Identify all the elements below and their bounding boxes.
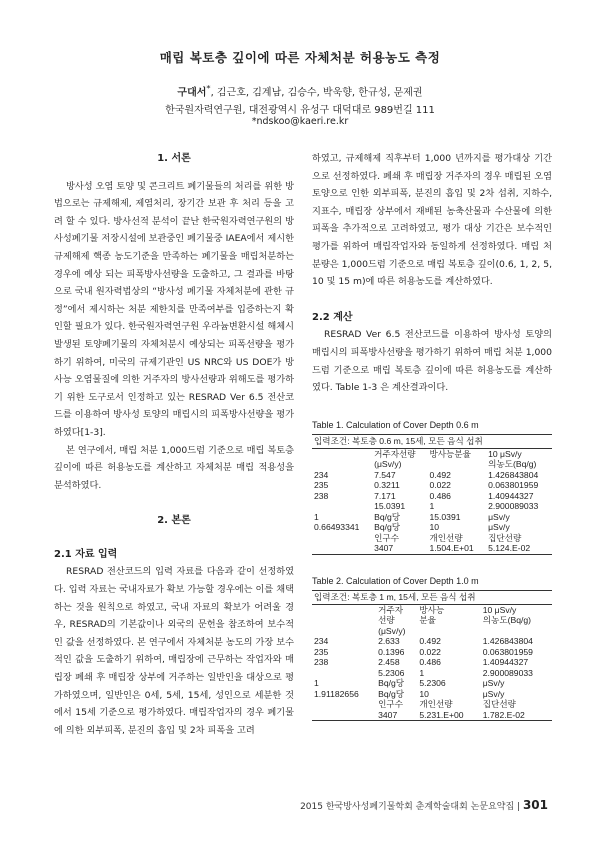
table-cell: 0.063801959 — [482, 646, 533, 657]
table-row — [312, 543, 552, 554]
table-row — [312, 522, 552, 533]
table-cell — [312, 533, 372, 544]
table-cell: 집단선량 — [488, 532, 522, 543]
table-2 — [312, 590, 552, 721]
table-cell: 235 — [314, 646, 329, 657]
table-cell: Bq/g당 — [374, 511, 401, 522]
table-row — [312, 491, 552, 502]
table-cell: 2.900089033 — [488, 501, 539, 512]
page-footer — [300, 798, 548, 812]
table-cell: μSv/y — [482, 688, 505, 699]
table-condition: 입력조건: 복토층 0.6 m, 15세, 모든 음식 섭취 — [312, 435, 552, 449]
table-cell: 집단선량 — [482, 699, 516, 710]
table-row — [312, 647, 552, 658]
table-cell: 235 — [314, 480, 329, 491]
table-cell: 1.426843804 — [488, 469, 539, 480]
subsection-heading-input: 2.1 자료 입력 — [54, 548, 118, 560]
table-cell: 2.458 — [378, 657, 400, 668]
table-cell: 15.0391 — [374, 501, 406, 512]
table-cell: Bq/g당 — [378, 678, 405, 689]
table-cell: 1 — [314, 511, 319, 522]
table-cell: 234 — [314, 636, 329, 647]
subsection-heading-calculation: 2.2 계산 — [312, 311, 353, 323]
footer-text: 2015 한국방사성폐기물학회 춘계학술대회 논문요약집 — [300, 802, 515, 812]
table-cell: 1.40944327 — [488, 490, 534, 501]
right-column — [312, 150, 552, 721]
table-cell: 0.1396 — [378, 646, 405, 657]
table-cell: 0.492 — [419, 636, 441, 647]
paper-title: 매립 복토층 깊이에 따른 자체처분 허용농도 측정 — [159, 50, 441, 65]
table-header-cell: 거주자 선량 (μSv/y) — [378, 604, 406, 636]
table-cell: 2.633 — [378, 636, 400, 647]
paragraph: 본 연구에서, 매립 처분 1,000드럼 기준으로 매립 복토층 깊이에 따른 허용농도를 계산하고 자체처분 매립 적용성을 분석하였다. — [54, 444, 294, 491]
page-number: 301 — [522, 798, 548, 812]
table-header-cell: 방사능분율 — [429, 448, 471, 459]
table-cell: 개인선량 — [429, 532, 463, 543]
table-cell: 7.547 — [374, 469, 396, 480]
table-row — [312, 470, 552, 481]
table-cell: 1 — [314, 678, 319, 689]
table-cell: μSv/y — [482, 678, 505, 689]
table-caption: Table 2. Calculation of Cover Depth 1.0 m — [312, 575, 479, 586]
paragraph: RESRAD 전산코드의 입력 자료를 다음과 같이 선정하였다. 입력 자료는 국내자료가 확보 가능할 경우에는 이를 채택하는 것을 원칙으로 하였고, 국내 자료의 확보가 어려울 경우, RESRAD의 기본값이나 외국의 문헌을 참조하여 보수적인 값을 선정하였다. 본 연구에서 자체처분 농도의 가장 보수적인 값을 도출하기 위하여, 매립장에 근무하는 작업자와 매립장 폐쇄 후 매립장 상부에 거주하는 일반인을 대상으로 평가하였으며, 일반인은 0세, 5세, 15세, 성인으로 세분한 것에서 15세 기준으로 평가하였다. 매립작업자의 경우 폐기물에 의한 외부피폭, 분진의 흡입 및 2차 피폭을 고려 — [54, 566, 294, 736]
table-cell: μSv/y — [488, 511, 510, 522]
table-row — [312, 501, 552, 512]
table-cell: 15.0391 — [429, 511, 461, 522]
table-row — [312, 678, 552, 689]
table-header-cell — [312, 604, 376, 636]
author-list — [0, 83, 600, 98]
table-row — [312, 480, 552, 491]
table-row — [312, 636, 552, 647]
table-row — [312, 657, 552, 668]
table-cell: 5.2306 — [378, 667, 405, 678]
table-cell: 7.171 — [374, 490, 396, 501]
table-cell: 10 — [429, 522, 440, 533]
table-cell — [312, 543, 372, 554]
table-cell — [312, 668, 376, 679]
table-cell: 1.40944327 — [482, 657, 529, 668]
table-cell: 3407 — [376, 710, 417, 721]
table-cell: 238 — [314, 490, 329, 501]
table-header-cell: 방사능 분율 — [419, 604, 445, 626]
table-cell: 5.231.E+00 — [417, 710, 480, 721]
paragraph: 방사성 오염 토양 및 콘크리트 폐기물들의 처리를 위한 방법으로는 규제해제, 제염처리, 장기간 보관 후 처리 등을 고려 할 수 있다. 방사선적 분석이 끝난 한국원자력연구원의 방사성폐기물 저장시설에 보관중인 폐기물중 IAEA에서 제시한 규제해제 핵종 농도기준을 만족하는 폐기물을 매립처분하는 경우에 예상 되는 피폭방사선량을 도출하고, 그 결과를 바탕으로 국내 원자력법상의 “방사성 폐기물 자체처분에 관한 규정”에서 제시하는 처분 제한치를 만족여부를 입증하는지 확인할 필요가 있다. 한국원자력연구원 우라늄변환시설 해체시 발생된 토양폐기물의 자체처분시 예상되는 피폭선량을 평가하기 위하여, 미국의 규제기관인 US NRC와 US DOE가 방사능 오염물질에 의한 거주자의 방사선량과 위해도를 평가하기 위한 도구로서 인정하고 있는 RESRAD Ver 6.5 전산코드를 이용하여 방사성 토양의 매립시의 피폭방사선량을 평가하였다[1-3]. — [54, 180, 294, 438]
table-row — [312, 699, 552, 710]
table-cell: 0.022 — [419, 646, 441, 657]
table-cell: 2.900089033 — [482, 667, 533, 678]
table-cell: 5.124.E-02 — [486, 543, 552, 554]
table-row — [312, 689, 552, 700]
table-cell: 1.426843804 — [482, 636, 533, 647]
paragraph: 하였고, 규제해제 직후부터 1,000 년까지를 평가대상 기간으로 선정하였다. 폐쇄 후 매립장 거주자의 경우 매립된 오염토양으로 인한 외부피폭, 분진의 흡입 및 2차 섭취, 지하수, 지표수, 매립장 상부에서 재배된 농축산물과 수산물에 의한 피폭을 추가적으로 고려하였고, 평가 대상 기간은 보수적인 평가를 위하여 매립작업자와 동일하게 선정하였다. 매립 처분량은 1,000드럼 기준으로 매립 복토층 깊이(0.6, 1, 2, 5, 10 및 15 m)에 따른 허용농도를 계산하였다. — [312, 153, 552, 288]
table-cell: 234 — [314, 469, 329, 480]
table-cell: 1 — [429, 501, 435, 512]
left-column — [54, 150, 294, 739]
table-row — [312, 533, 552, 544]
table-1 — [312, 434, 552, 555]
email: *ndskoo@kaeri.re.kr — [251, 116, 349, 127]
table-cell — [312, 501, 372, 512]
table-cell: 0.66493341 — [314, 522, 360, 533]
table-cell — [312, 710, 376, 721]
table-cell: Bq/g당 — [374, 522, 401, 533]
table-row — [312, 512, 552, 523]
table-cell — [312, 699, 376, 710]
table-header-cell — [312, 448, 372, 470]
table-row — [312, 710, 552, 721]
table-condition: 입력조건: 복토층 1 m, 15세, 모든 음식 섭취 — [312, 591, 552, 605]
table-header-cell: 10 μSv/y 의농도(Bq/g) — [482, 604, 532, 626]
table-cell: 1 — [419, 667, 425, 678]
table-cell: 1.504.E+01 — [427, 543, 486, 554]
table-cell: 0.022 — [429, 480, 451, 491]
paragraph: RESRAD Ver 6.5 전산코드를 이용하여 방사성 토양의 매립시의 피폭방사선량을 평가하기 위하여 매립 처분 1,000드럼 기준으로 매립 복토층 깊이에 따른 허용농도를 계산하였다. Table 1-3 은 계산결과이다. — [312, 329, 552, 394]
affiliation: 한국원자력연구원, 대전광역시 유성구 대덕대로 989번길 111 — [165, 105, 435, 116]
table-cell: 1.782.E-02 — [481, 710, 552, 721]
table-cell: 0.492 — [429, 469, 451, 480]
corresponding-mark: * — [206, 83, 211, 93]
section-heading-introduction: 1. 서론 — [157, 153, 191, 164]
table-cell: 3407 — [372, 543, 427, 554]
table-header-cell: 거주자선량 (μSv/y) — [374, 448, 416, 470]
table-cell: 0.063801959 — [488, 480, 539, 491]
table-row — [312, 668, 552, 679]
table-cell: 5.2306 — [419, 678, 446, 689]
table-cell: 개인선량 — [419, 699, 453, 710]
section-heading-body: 2. 본론 — [157, 515, 191, 527]
table-cell: 1.91182656 — [314, 688, 359, 699]
table-cell: 10 — [419, 688, 429, 699]
table-cell: 0.486 — [419, 657, 441, 668]
table-caption: Table 1. Calculation of Cover Depth 0.6 m — [312, 419, 479, 430]
table-cell: 238 — [314, 657, 329, 668]
footer-separator: | — [517, 802, 521, 812]
table-cell: 0.486 — [429, 490, 451, 501]
table-cell: 인구수 — [374, 532, 399, 543]
table-cell: Bq/g당 — [378, 688, 405, 699]
first-author: 구대서 — [177, 87, 207, 99]
co-authors: , 김근호, 김계남, 김승수, 박욱향, 한규성, 문제권 — [210, 87, 423, 99]
table-cell: 0.3211 — [374, 480, 400, 491]
table-cell: 인구수 — [378, 699, 404, 710]
table-header-cell: 10 μSv/y 의농도(Bq/g) — [488, 448, 537, 470]
table-cell: μSv/y — [488, 522, 510, 533]
